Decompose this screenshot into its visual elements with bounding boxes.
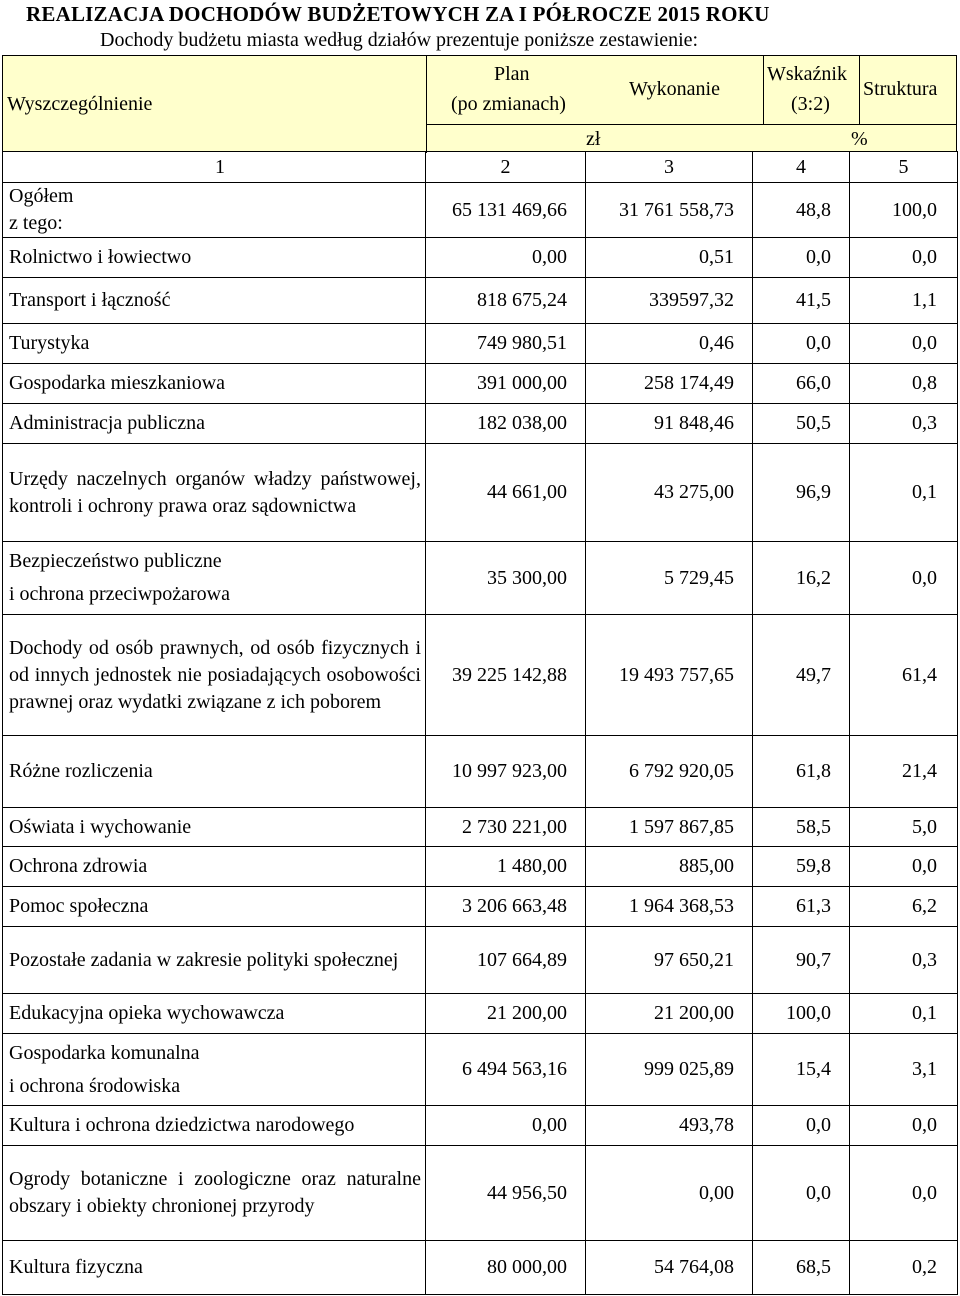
table-row: [3, 183, 958, 238]
cell-plan: 1 480,00: [426, 847, 586, 887]
row-label: [3, 542, 426, 615]
cell-plan: 391 000,00: [426, 364, 586, 404]
table-row: [3, 927, 958, 994]
cell-plan: 6 494 563,16: [426, 1034, 586, 1106]
cell-struct: 3,1: [850, 1034, 958, 1106]
cell-struct: 21,4: [850, 736, 958, 808]
cell-plan: 80 000,00: [426, 1241, 586, 1295]
cell-exec: 493,78: [586, 1106, 753, 1146]
column-number: 3: [586, 152, 753, 183]
row-label: Urzędy naczelnych organów władzy państwowej, kontroli i ochrony prawa oraz sądownictwa: [3, 444, 426, 542]
cell-plan: 35 300,00: [426, 542, 586, 615]
cell-exec: 0,51: [586, 238, 753, 278]
cell-plan: 44 661,00: [426, 444, 586, 542]
row-label: Pozostałe zadania w zakresie polityki społecznej: [3, 927, 426, 994]
cell-plan: 749 980,51: [426, 324, 586, 364]
cell-exec: 999 025,89: [586, 1034, 753, 1106]
cell-ratio: 0,0: [753, 238, 850, 278]
table-row: [3, 615, 958, 736]
cell-exec: 43 275,00: [586, 444, 753, 542]
row-label-line: Bezpieczeństwo publiczne: [9, 550, 222, 572]
row-label: Transport i łączność: [3, 278, 426, 324]
cell-plan: 2 730 221,00: [426, 808, 586, 847]
cell-ratio: 0,0: [753, 1146, 850, 1241]
cell-ratio: 90,7: [753, 927, 850, 994]
cell-ratio: 41,5: [753, 278, 850, 324]
column-number: 1: [3, 152, 426, 183]
table-row: [3, 1106, 958, 1146]
cell-struct: 0,3: [850, 404, 958, 444]
cell-struct: 0,0: [850, 324, 958, 364]
column-number: 4: [753, 152, 850, 183]
cell-ratio: 16,2: [753, 542, 850, 615]
header-col-exec: Wykonanie: [629, 78, 720, 100]
cell-plan: 182 038,00: [426, 404, 586, 444]
cell-exec: 19 493 757,65: [586, 615, 753, 736]
table-row: [3, 324, 958, 364]
table-row: [3, 1146, 958, 1241]
header-col-name: Wyszczególnienie: [7, 93, 153, 115]
revenue-table: [2, 151, 958, 1295]
cell-ratio: 66,0: [753, 364, 850, 404]
header-col-struct: Struktura: [863, 78, 938, 100]
cell-plan: 818 675,24: [426, 278, 586, 324]
cell-struct: 5,0: [850, 808, 958, 847]
cell-ratio: 58,5: [753, 808, 850, 847]
cell-struct: 6,2: [850, 887, 958, 927]
cell-exec: 885,00: [586, 847, 753, 887]
table-row: [3, 736, 958, 808]
table-row: [3, 404, 958, 444]
row-label: [3, 1034, 426, 1106]
row-label: Gospodarka mieszkaniowa: [3, 364, 426, 404]
cell-struct: 0,0: [850, 847, 958, 887]
cell-struct: 100,0: [850, 183, 958, 238]
header-col-plan-line2: (po zmianach): [451, 93, 566, 115]
row-label-line: Ogółem: [9, 185, 74, 207]
cell-ratio: 48,8: [753, 183, 850, 238]
cell-struct: 0,1: [850, 444, 958, 542]
cell-plan: 0,00: [426, 1106, 586, 1146]
row-label: Ogrody botaniczne i zoologiczne oraz naturalne obszary i obiekty chronionej przyrody: [3, 1146, 426, 1241]
header-col-plan-line1: Plan: [494, 63, 530, 85]
row-label-line: i ochrona przeciwpożarowa: [9, 583, 230, 605]
header-unit-zl: zł: [586, 128, 601, 150]
cell-plan: 21 200,00: [426, 994, 586, 1034]
cell-plan: 44 956,50: [426, 1146, 586, 1241]
table-row: [3, 278, 958, 324]
cell-exec: 0,46: [586, 324, 753, 364]
column-number-row: [3, 152, 958, 183]
row-label: Dochody od osób prawnych, od osób fizycznych i od innych jednostek nie posiadających osobowości prawnej oraz wydatki związane z ich poborem: [3, 615, 426, 736]
cell-plan: 107 664,89: [426, 927, 586, 994]
cell-plan: 3 206 663,48: [426, 887, 586, 927]
table-row: [3, 847, 958, 887]
cell-exec: 339597,32: [586, 278, 753, 324]
row-label: Administracja publiczna: [3, 404, 426, 444]
table-row: [3, 1034, 958, 1106]
header-col-ratio-line2: (3:2): [791, 93, 830, 115]
table-row: [3, 444, 958, 542]
cell-exec: 54 764,08: [586, 1241, 753, 1295]
table-row: [3, 542, 958, 615]
row-label: Oświata i wychowanie: [3, 808, 426, 847]
cell-exec: 1 597 867,85: [586, 808, 753, 847]
header-unit-pct: %: [851, 128, 868, 150]
cell-ratio: 59,8: [753, 847, 850, 887]
cell-ratio: 61,3: [753, 887, 850, 927]
cell-struct: 0,0: [850, 238, 958, 278]
row-label: Ochrona zdrowia: [3, 847, 426, 887]
table-row: [3, 994, 958, 1034]
cell-plan: 10 997 923,00: [426, 736, 586, 808]
cell-exec: 91 848,46: [586, 404, 753, 444]
row-label-line: Gospodarka komunalna: [9, 1041, 200, 1064]
cell-exec: 6 792 920,05: [586, 736, 753, 808]
cell-struct: 0,0: [850, 542, 958, 615]
column-number: 5: [850, 152, 958, 183]
cell-ratio: 15,4: [753, 1034, 850, 1106]
cell-exec: 5 729,45: [586, 542, 753, 615]
cell-struct: 0,0: [850, 1146, 958, 1241]
table-row: [3, 808, 958, 847]
cell-struct: 0,8: [850, 364, 958, 404]
row-label: Kultura fizyczna: [3, 1241, 426, 1295]
cell-struct: 1,1: [850, 278, 958, 324]
cell-plan: 65 131 469,66: [426, 183, 586, 238]
cell-plan: 0,00: [426, 238, 586, 278]
cell-struct: 0,2: [850, 1241, 958, 1295]
cell-ratio: 0,0: [753, 324, 850, 364]
cell-ratio: 0,0: [753, 1106, 850, 1146]
cell-ratio: 61,8: [753, 736, 850, 808]
cell-exec: 97 650,21: [586, 927, 753, 994]
row-label: Różne rozliczenia: [3, 736, 426, 808]
cell-exec: 21 200,00: [586, 994, 753, 1034]
cell-struct: 0,1: [850, 994, 958, 1034]
cell-exec: 258 174,49: [586, 364, 753, 404]
cell-exec: 0,00: [586, 1146, 753, 1241]
table-header: [2, 55, 957, 152]
cell-plan: 39 225 142,88: [426, 615, 586, 736]
row-label: [3, 183, 426, 238]
header-col-ratio-line1: Wskaźnik: [767, 63, 847, 85]
row-label-line: i ochrona środowiska: [9, 1074, 181, 1097]
cell-ratio: 68,5: [753, 1241, 850, 1295]
cell-struct: 0,0: [850, 1106, 958, 1146]
cell-struct: 61,4: [850, 615, 958, 736]
cell-ratio: 100,0: [753, 994, 850, 1034]
cell-ratio: 96,9: [753, 444, 850, 542]
row-label: Edukacyjna opieka wychowawcza: [3, 994, 426, 1034]
page-title: REALIZACJA DOCHODÓW BUDŻETOWYCH ZA I PÓŁROCZE 2015 ROKU: [26, 2, 770, 26]
cell-ratio: 50,5: [753, 404, 850, 444]
cell-exec: 31 761 558,73: [586, 183, 753, 238]
table-row: [3, 364, 958, 404]
table-row: [3, 1241, 958, 1295]
column-number: 2: [426, 152, 586, 183]
row-label: Kultura i ochrona dziedzictwa narodowego: [3, 1106, 426, 1146]
row-label: Rolnictwo i łowiectwo: [3, 238, 426, 278]
cell-struct: 0,3: [850, 927, 958, 994]
table-row: [3, 887, 958, 927]
cell-exec: 1 964 368,53: [586, 887, 753, 927]
row-label: Turystyka: [3, 324, 426, 364]
table-row: [3, 238, 958, 278]
page-subtitle: Dochody budżetu miasta według działów prezentuje poniższe zestawienie:: [100, 29, 699, 51]
cell-ratio: 49,7: [753, 615, 850, 736]
row-label: Pomoc społeczna: [3, 887, 426, 927]
row-label-line: z tego:: [9, 212, 63, 234]
